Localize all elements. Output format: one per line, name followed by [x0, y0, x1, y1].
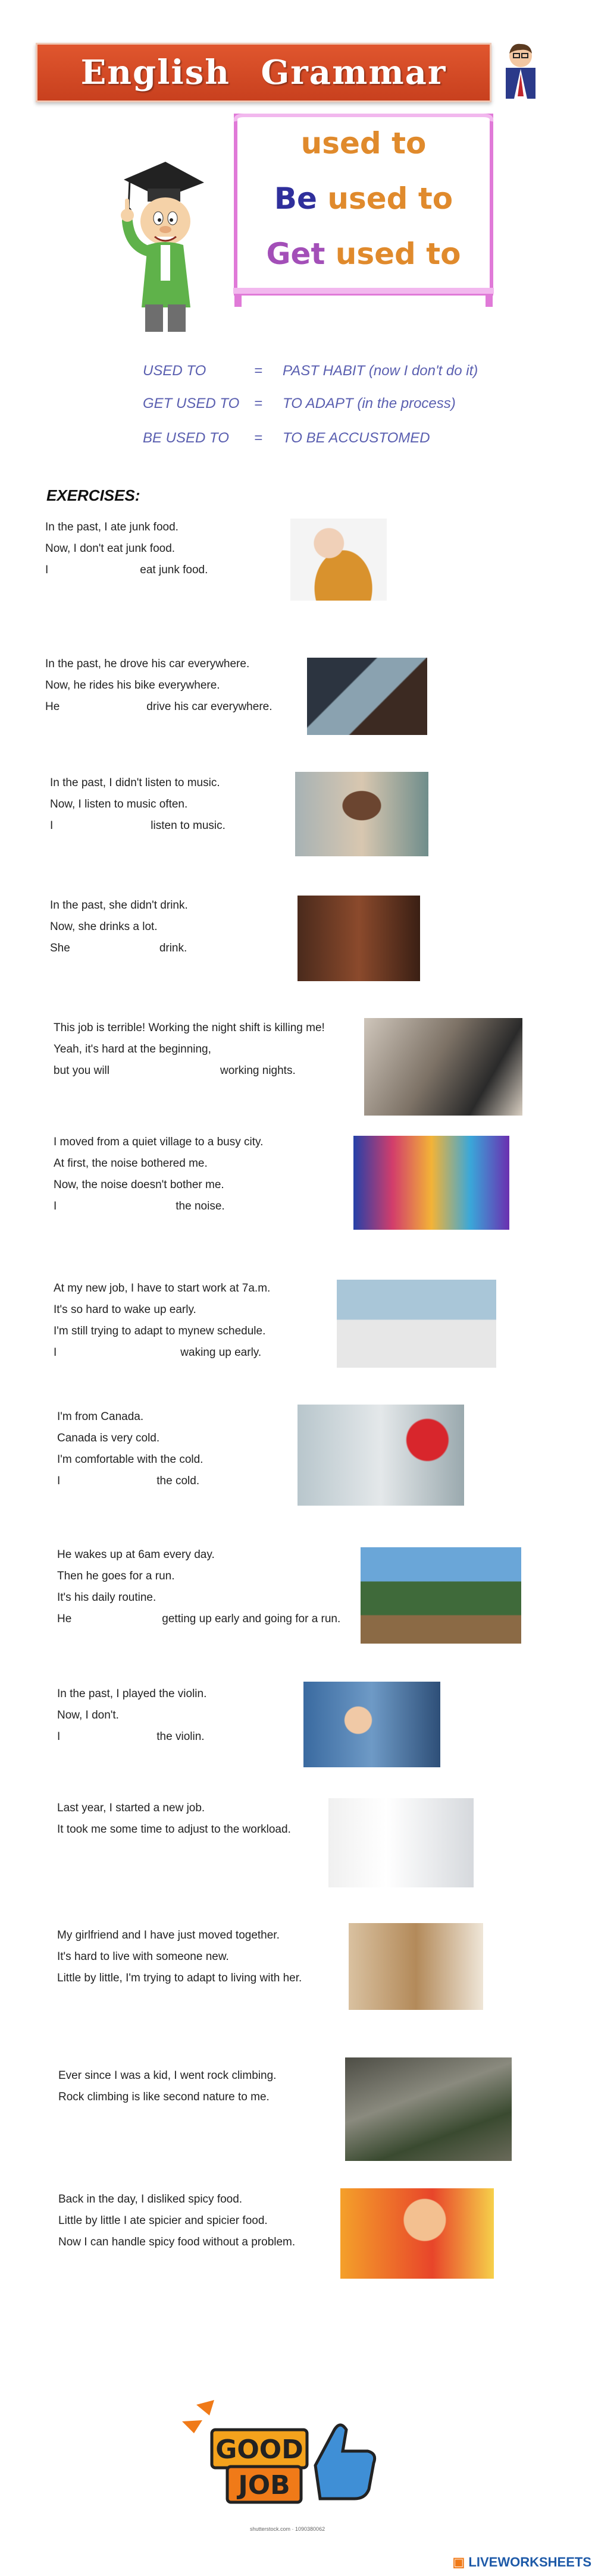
image-credit: shutterstock.com · 1090380062 [250, 2526, 325, 2532]
woman-canada-photo [298, 1405, 464, 1506]
grammar-board [233, 113, 494, 308]
exercises-heading: EXERCISES: [46, 486, 140, 504]
spicy-food-photo [340, 2188, 494, 2279]
professor-cartoon-icon [106, 156, 231, 334]
teacher-avatar-icon [501, 39, 540, 101]
board-line-get-used-to: Get used to [266, 237, 461, 271]
junk-food-photo [290, 519, 387, 601]
alarm-clock-photo [337, 1280, 496, 1368]
tired-worker-photo [364, 1018, 522, 1116]
man-driving-photo [307, 658, 427, 735]
liveworksheets-logo[interactable]: ▣ LIVEWORKSHEETS [452, 2555, 591, 2569]
woman-headphones-photo [295, 772, 428, 856]
board-line-used-to: used to [300, 126, 427, 161]
rock-climbing-photo [345, 2057, 512, 2161]
woman-drinking-photo [298, 896, 420, 981]
busy-city-photo [353, 1136, 509, 1230]
boy-violin-photo [303, 1682, 440, 1767]
man-running-photo [361, 1547, 521, 1644]
svg-text:GOOD: GOOD [215, 2434, 303, 2465]
couple-moving-photo [349, 1923, 483, 2010]
good-job-badge-icon [178, 2394, 387, 2526]
title-banner [36, 43, 491, 102]
workload-photo [328, 1798, 474, 1887]
page-title: English Grammar [80, 53, 447, 92]
board-line-be-used-to: Be used to [274, 181, 453, 216]
svg-text:JOB: JOB [238, 2470, 290, 2500]
